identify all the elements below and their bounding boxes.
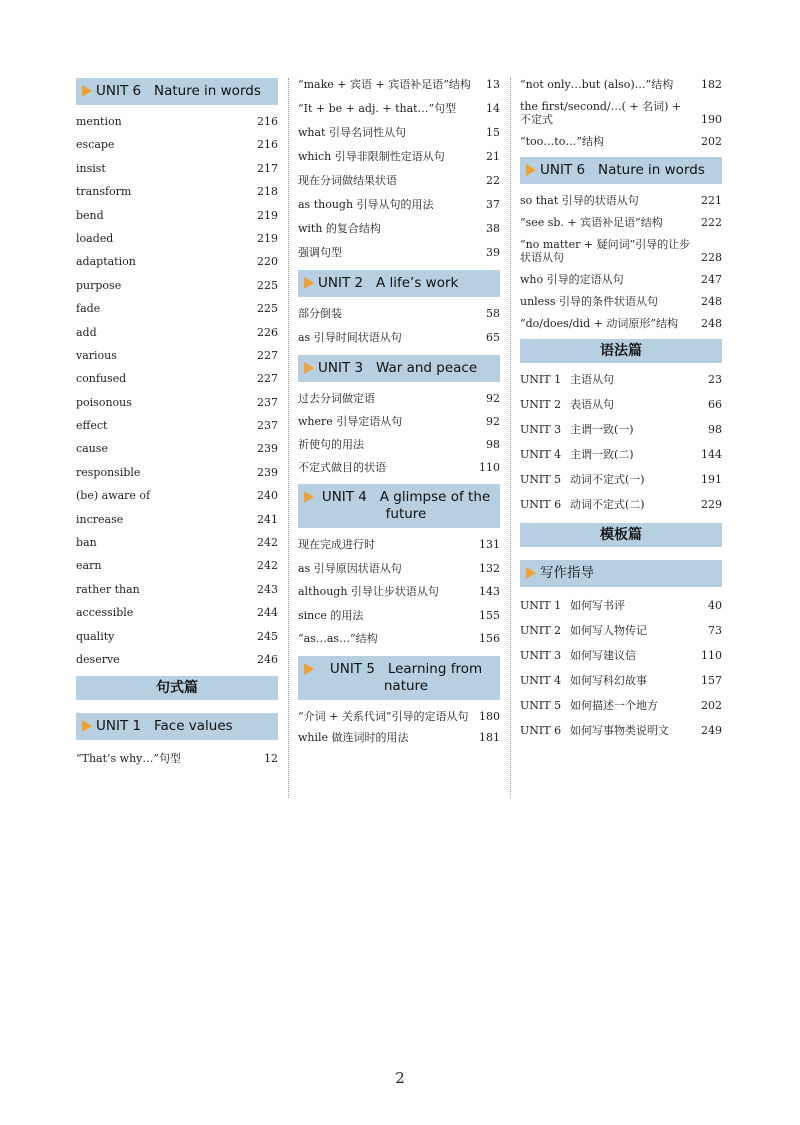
entry-page-number: 155 bbox=[479, 608, 500, 622]
entry-page-number: 144 bbox=[701, 448, 722, 461]
entry-page-number: 247 bbox=[701, 273, 722, 286]
entry-page-number: 220 bbox=[257, 255, 278, 269]
entry-title: ban bbox=[76, 536, 97, 550]
entry-title: so that 引导的状语从句 bbox=[520, 194, 639, 207]
toc-entry bbox=[520, 100, 722, 126]
toc-entry bbox=[298, 78, 500, 91]
toc-entry bbox=[298, 438, 500, 451]
unit3-items bbox=[298, 392, 500, 474]
entry-unit: UNIT 5 bbox=[520, 473, 562, 486]
entry-page-number: 216 bbox=[257, 115, 278, 128]
toc-column-3 bbox=[520, 78, 722, 749]
entry-title: effect bbox=[76, 419, 108, 433]
entry-title: add bbox=[76, 325, 97, 339]
entry-page-number: 110 bbox=[479, 461, 500, 474]
toc-entry bbox=[520, 295, 722, 308]
entry-title: while 做连词时的用法 bbox=[298, 730, 409, 744]
entry-title: fade bbox=[76, 302, 101, 316]
entry-page-number: 217 bbox=[257, 161, 278, 175]
toc-entry bbox=[520, 473, 722, 486]
page-number: 2 bbox=[395, 1069, 405, 1087]
entry-page-number: 98 bbox=[486, 438, 500, 451]
entry-title: unless 引导的条件状语从句 bbox=[520, 295, 658, 308]
entry-title: insist bbox=[76, 161, 106, 175]
toc-entry bbox=[298, 102, 500, 115]
unit-title: A life’s work bbox=[375, 275, 459, 291]
entry-title: accessible bbox=[76, 606, 134, 620]
toc-entry bbox=[520, 238, 722, 264]
entry-unit: UNIT 2 bbox=[520, 398, 562, 411]
entry-page-number: 229 bbox=[701, 498, 722, 511]
unit-title: War and peace bbox=[375, 360, 478, 376]
unit-label: UNIT 6 bbox=[96, 83, 142, 99]
entry-unit: UNIT 3 bbox=[520, 649, 562, 662]
entry-page-number: 143 bbox=[479, 585, 500, 598]
entry-page-number: 239 bbox=[257, 465, 278, 479]
word-list bbox=[76, 115, 278, 666]
toc-entry bbox=[520, 724, 722, 737]
unit6-header bbox=[76, 78, 278, 105]
entry-page-number: 227 bbox=[257, 372, 278, 386]
entry-title: bend bbox=[76, 208, 104, 222]
unit-label: UNIT 6 bbox=[540, 162, 586, 178]
triangle-bullet-icon bbox=[526, 164, 536, 176]
triangle-bullet-icon bbox=[82, 720, 92, 732]
unit-label: UNIT 2 bbox=[318, 275, 364, 291]
entry-title: “no matter + 疑问词”引导的让步状语从句 bbox=[520, 238, 691, 264]
entry-title: as 引导原因状语从句 bbox=[298, 561, 402, 575]
entry-title: “make + 宾语 + 宾语补足语”结构 bbox=[298, 78, 471, 91]
entry-page-number: 227 bbox=[257, 348, 278, 362]
entry-page-number: 202 bbox=[701, 699, 722, 712]
toc-entry bbox=[76, 442, 278, 455]
entry-page-number: 98 bbox=[708, 423, 722, 436]
entry-title: adaptation bbox=[76, 255, 136, 269]
toc-entry bbox=[298, 585, 500, 598]
section-header-sentence-patterns: 句式篇 bbox=[76, 676, 278, 700]
entry-page-number: 13 bbox=[486, 78, 500, 91]
entry-page-number: 132 bbox=[479, 561, 500, 575]
unit2-items bbox=[298, 307, 500, 344]
column-divider bbox=[510, 78, 511, 798]
entry-title: 如何描述一个地方 bbox=[570, 699, 658, 712]
entry-title: what 引导名词性从句 bbox=[298, 126, 406, 139]
entry-page-number: 219 bbox=[257, 231, 278, 245]
toc-entry bbox=[76, 653, 278, 666]
entry-title: 过去分词做定语 bbox=[298, 392, 375, 405]
unit2-header bbox=[298, 270, 500, 297]
toc-entry bbox=[298, 609, 500, 622]
toc-column-1 bbox=[76, 78, 278, 775]
entry-unit: UNIT 5 bbox=[520, 699, 562, 712]
toc-entry bbox=[76, 419, 278, 432]
unit-label: UNIT 4 bbox=[321, 489, 367, 505]
toc-entry bbox=[298, 222, 500, 235]
entry-page-number: 92 bbox=[486, 392, 500, 405]
toc-entry bbox=[298, 174, 500, 187]
triangle-bullet-icon bbox=[82, 85, 92, 97]
entry-title: “介词 + 关系代词”引导的定语从句 bbox=[298, 709, 469, 723]
unit1-items-continued bbox=[298, 78, 500, 259]
toc-entry bbox=[520, 448, 722, 461]
triangle-bullet-icon bbox=[526, 567, 536, 579]
entry-title: although 引导让步状语从句 bbox=[298, 585, 439, 598]
entry-page-number: 237 bbox=[257, 419, 278, 433]
entry-title: which 引导非限制性定语从句 bbox=[298, 150, 445, 163]
entry-title: “not only…but (also)…”结构 bbox=[520, 78, 674, 91]
entry-page-number: 181 bbox=[479, 730, 500, 744]
entry-page-number: 226 bbox=[257, 325, 278, 339]
grammar-items bbox=[520, 373, 722, 511]
toc-entry bbox=[76, 513, 278, 526]
entry-title: various bbox=[76, 348, 117, 362]
toc-entry bbox=[298, 150, 500, 163]
toc-entry bbox=[76, 349, 278, 362]
writing-items bbox=[520, 599, 722, 737]
entry-page-number: 73 bbox=[708, 624, 722, 637]
unit5-items bbox=[298, 710, 500, 744]
toc-entry bbox=[76, 326, 278, 339]
unit6-items bbox=[520, 194, 722, 330]
entry-page-number: 242 bbox=[257, 536, 278, 550]
entry-title: as though 引导从句的用法 bbox=[298, 198, 434, 211]
entry-title: “as…as…”结构 bbox=[298, 632, 378, 645]
entry-title: “It + be + adj. + that…”句型 bbox=[298, 102, 457, 115]
toc-entry bbox=[76, 630, 278, 643]
entry-title: with 的复合结构 bbox=[298, 222, 381, 235]
entry-title: “That’s why…”句型 bbox=[76, 752, 181, 766]
toc-entry bbox=[76, 209, 278, 222]
toc-entry bbox=[298, 331, 500, 344]
entry-page-number: 244 bbox=[257, 606, 278, 620]
entry-title: “too…to…”结构 bbox=[520, 135, 604, 148]
entry-page-number: 222 bbox=[701, 216, 722, 229]
entry-title: rather than bbox=[76, 582, 140, 596]
unit-title: Face values bbox=[153, 718, 233, 735]
entry-page-number: 21 bbox=[486, 150, 500, 163]
entry-title: 祈使句的用法 bbox=[298, 438, 364, 451]
toc-entry bbox=[520, 423, 722, 436]
entry-page-number: 12 bbox=[264, 752, 278, 766]
toc-entry bbox=[520, 624, 722, 637]
toc-entry bbox=[298, 710, 500, 723]
entry-page-number: 225 bbox=[257, 278, 278, 292]
entry-title: earn bbox=[76, 559, 102, 573]
entry-page-number: 240 bbox=[257, 489, 278, 503]
entry-title: (be) aware of bbox=[76, 489, 151, 503]
entry-title: 现在分词做结果状语 bbox=[298, 174, 397, 187]
entry-title: deserve bbox=[76, 652, 120, 666]
entry-page-number: 216 bbox=[257, 138, 278, 152]
toc-entry bbox=[76, 279, 278, 292]
entry-page-number: 248 bbox=[701, 317, 722, 330]
toc-entry bbox=[76, 115, 278, 128]
toc-entry bbox=[76, 302, 278, 315]
entry-title: cause bbox=[76, 442, 108, 456]
unit4-header bbox=[298, 484, 500, 528]
toc-entry bbox=[520, 373, 722, 386]
entry-unit: UNIT 2 bbox=[520, 624, 562, 637]
triangle-bullet-icon bbox=[304, 491, 314, 503]
unit-title: Learning from nature bbox=[383, 660, 483, 694]
unit-title: A glimpse of the future bbox=[379, 489, 491, 522]
unit-title: Nature in words bbox=[153, 83, 261, 99]
entry-page-number: 239 bbox=[257, 442, 278, 456]
entry-title: 主谓一致(一) bbox=[570, 423, 634, 436]
unit4-items bbox=[298, 538, 500, 645]
entry-page-number: 40 bbox=[708, 599, 722, 612]
triangle-bullet-icon bbox=[304, 663, 314, 675]
toc-entry bbox=[520, 674, 722, 687]
toc-entry bbox=[520, 273, 722, 286]
toc-entry bbox=[298, 392, 500, 405]
entry-page-number: 39 bbox=[486, 246, 500, 259]
entry-page-number: 66 bbox=[708, 398, 722, 411]
toc-entry bbox=[520, 649, 722, 662]
entry-title: as 引导时间状语从句 bbox=[298, 331, 402, 344]
toc-entry bbox=[76, 606, 278, 619]
entry-title: 如何写事物类说明文 bbox=[570, 724, 669, 737]
entry-unit: UNIT 6 bbox=[520, 724, 562, 737]
toc-entry bbox=[298, 461, 500, 474]
entry-unit: UNIT 1 bbox=[520, 599, 562, 612]
entry-title: 如何写书评 bbox=[570, 599, 625, 612]
entry-page-number: 22 bbox=[486, 174, 500, 187]
toc-entry bbox=[520, 216, 722, 229]
toc-entry bbox=[76, 752, 278, 765]
triangle-bullet-icon bbox=[304, 362, 314, 374]
unit5-header bbox=[298, 656, 500, 700]
triangle-bullet-icon bbox=[304, 277, 314, 289]
entry-title: 现在完成进行时 bbox=[298, 538, 375, 551]
entry-unit: UNIT 4 bbox=[520, 448, 562, 461]
unit-title: Nature in words bbox=[597, 162, 705, 178]
toc-entry bbox=[298, 415, 500, 428]
entry-page-number: 157 bbox=[701, 674, 722, 687]
entry-title: escape bbox=[76, 138, 115, 152]
toc-entry bbox=[520, 78, 722, 91]
entry-title: 动词不定式(一) bbox=[570, 473, 645, 486]
entry-page-number: 15 bbox=[486, 126, 500, 139]
entry-page-number: 14 bbox=[486, 102, 500, 115]
unit5-items-continued bbox=[520, 78, 722, 148]
toc-entry bbox=[76, 255, 278, 268]
entry-title: confused bbox=[76, 372, 127, 386]
unit-label: UNIT 1 bbox=[96, 718, 142, 735]
entry-page-number: 131 bbox=[479, 538, 500, 551]
toc-entry bbox=[298, 307, 500, 320]
writing-guide-header: 写作指导 bbox=[520, 560, 722, 587]
entry-title: 如何写建议信 bbox=[570, 649, 636, 662]
unit1-header bbox=[76, 713, 278, 740]
toc-entry bbox=[520, 398, 722, 411]
entry-title: 表语从句 bbox=[570, 398, 614, 411]
entry-title: increase bbox=[76, 512, 124, 526]
entry-title: since 的用法 bbox=[298, 608, 364, 622]
entry-page-number: 191 bbox=[701, 473, 722, 486]
entry-unit: UNIT 6 bbox=[520, 498, 562, 511]
toc-entry bbox=[76, 138, 278, 151]
toc-entry bbox=[298, 126, 500, 139]
toc-entry bbox=[76, 372, 278, 385]
entry-unit: UNIT 3 bbox=[520, 423, 562, 436]
unit-label: UNIT 3 bbox=[318, 360, 364, 376]
entry-title: 如何写人物传记 bbox=[570, 624, 647, 637]
entry-title: 主谓一致(二) bbox=[570, 448, 634, 461]
toc-entry bbox=[76, 185, 278, 198]
section-header-grammar: 语法篇 bbox=[520, 339, 722, 363]
entry-title: 部分倒装 bbox=[298, 307, 342, 320]
toc-entry bbox=[298, 198, 500, 211]
entry-page-number: 237 bbox=[257, 395, 278, 409]
toc-entry bbox=[520, 135, 722, 148]
toc-entry bbox=[76, 232, 278, 245]
entry-page-number: 241 bbox=[257, 512, 278, 526]
entry-page-number: 65 bbox=[486, 331, 500, 344]
entry-page-number: 92 bbox=[486, 415, 500, 428]
entry-title: 主语从句 bbox=[570, 373, 614, 386]
unit-label: UNIT 5 bbox=[329, 660, 375, 677]
entry-page-number: 190 bbox=[701, 113, 722, 126]
entry-page-number: 182 bbox=[701, 78, 722, 91]
entry-title: loaded bbox=[76, 231, 114, 245]
entry-page-number: 246 bbox=[257, 652, 278, 666]
entry-title: 强调句型 bbox=[298, 246, 342, 259]
entry-unit: UNIT 1 bbox=[520, 373, 562, 386]
toc-entry bbox=[76, 396, 278, 409]
toc-entry bbox=[520, 599, 722, 612]
toc-entry bbox=[76, 489, 278, 502]
entry-title: 动词不定式(二) bbox=[570, 498, 645, 511]
entry-page-number: 58 bbox=[486, 307, 500, 320]
entry-title: poisonous bbox=[76, 395, 132, 409]
toc-entry bbox=[298, 538, 500, 551]
entry-page-number: 245 bbox=[257, 629, 278, 643]
entry-unit: UNIT 4 bbox=[520, 674, 562, 687]
entry-title: who 引导的定语从句 bbox=[520, 273, 624, 286]
entry-page-number: 248 bbox=[701, 295, 722, 308]
entry-title: purpose bbox=[76, 278, 122, 292]
toc-entry bbox=[298, 632, 500, 645]
entry-page-number: 249 bbox=[701, 724, 722, 737]
entry-title: mention bbox=[76, 115, 122, 128]
unit6-header bbox=[520, 157, 722, 184]
entry-page-number: 243 bbox=[257, 582, 278, 596]
unit1-items bbox=[76, 752, 278, 765]
entry-page-number: 37 bbox=[486, 198, 500, 211]
entry-page-number: 221 bbox=[701, 194, 722, 207]
toc-entry bbox=[298, 562, 500, 575]
toc-column-2 bbox=[298, 78, 500, 752]
toc-entry bbox=[76, 162, 278, 175]
entry-page-number: 156 bbox=[479, 632, 500, 645]
entry-title: 如何写科幻故事 bbox=[570, 674, 647, 687]
entry-title: transform bbox=[76, 185, 132, 199]
entry-page-number: 228 bbox=[701, 251, 722, 264]
toc-entry bbox=[298, 731, 500, 744]
entry-title: the first/second/…( + 名词) + 不定式 bbox=[520, 100, 682, 126]
entry-title: “do/does/did + 动词原形”结构 bbox=[520, 317, 678, 330]
entry-page-number: 110 bbox=[701, 649, 722, 662]
toc-entry bbox=[76, 466, 278, 479]
entry-page-number: 38 bbox=[486, 222, 500, 235]
entry-page-number: 202 bbox=[701, 135, 722, 148]
toc-entry bbox=[76, 559, 278, 572]
toc-entry bbox=[520, 317, 722, 330]
entry-page-number: 23 bbox=[708, 373, 722, 386]
entry-title: quality bbox=[76, 629, 115, 643]
entry-title: 不定式做目的状语 bbox=[298, 461, 386, 474]
entry-page-number: 242 bbox=[257, 559, 278, 573]
toc-entry bbox=[76, 536, 278, 549]
entry-page-number: 218 bbox=[257, 185, 278, 199]
entry-title: responsible bbox=[76, 465, 141, 479]
entry-page-number: 225 bbox=[257, 302, 278, 316]
entry-page-number: 180 bbox=[479, 709, 500, 723]
toc-entry bbox=[520, 498, 722, 511]
entry-page-number: 219 bbox=[257, 208, 278, 222]
toc-entry bbox=[298, 246, 500, 259]
section-header-templates: 模板篇 bbox=[520, 523, 722, 547]
entry-title: “see sb. + 宾语补足语”结构 bbox=[520, 216, 663, 229]
toc-entry bbox=[520, 194, 722, 207]
toc-entry bbox=[520, 699, 722, 712]
toc-entry bbox=[76, 583, 278, 596]
unit3-header bbox=[298, 355, 500, 382]
entry-title: where 引导定语从句 bbox=[298, 415, 403, 428]
column-divider bbox=[288, 78, 289, 798]
